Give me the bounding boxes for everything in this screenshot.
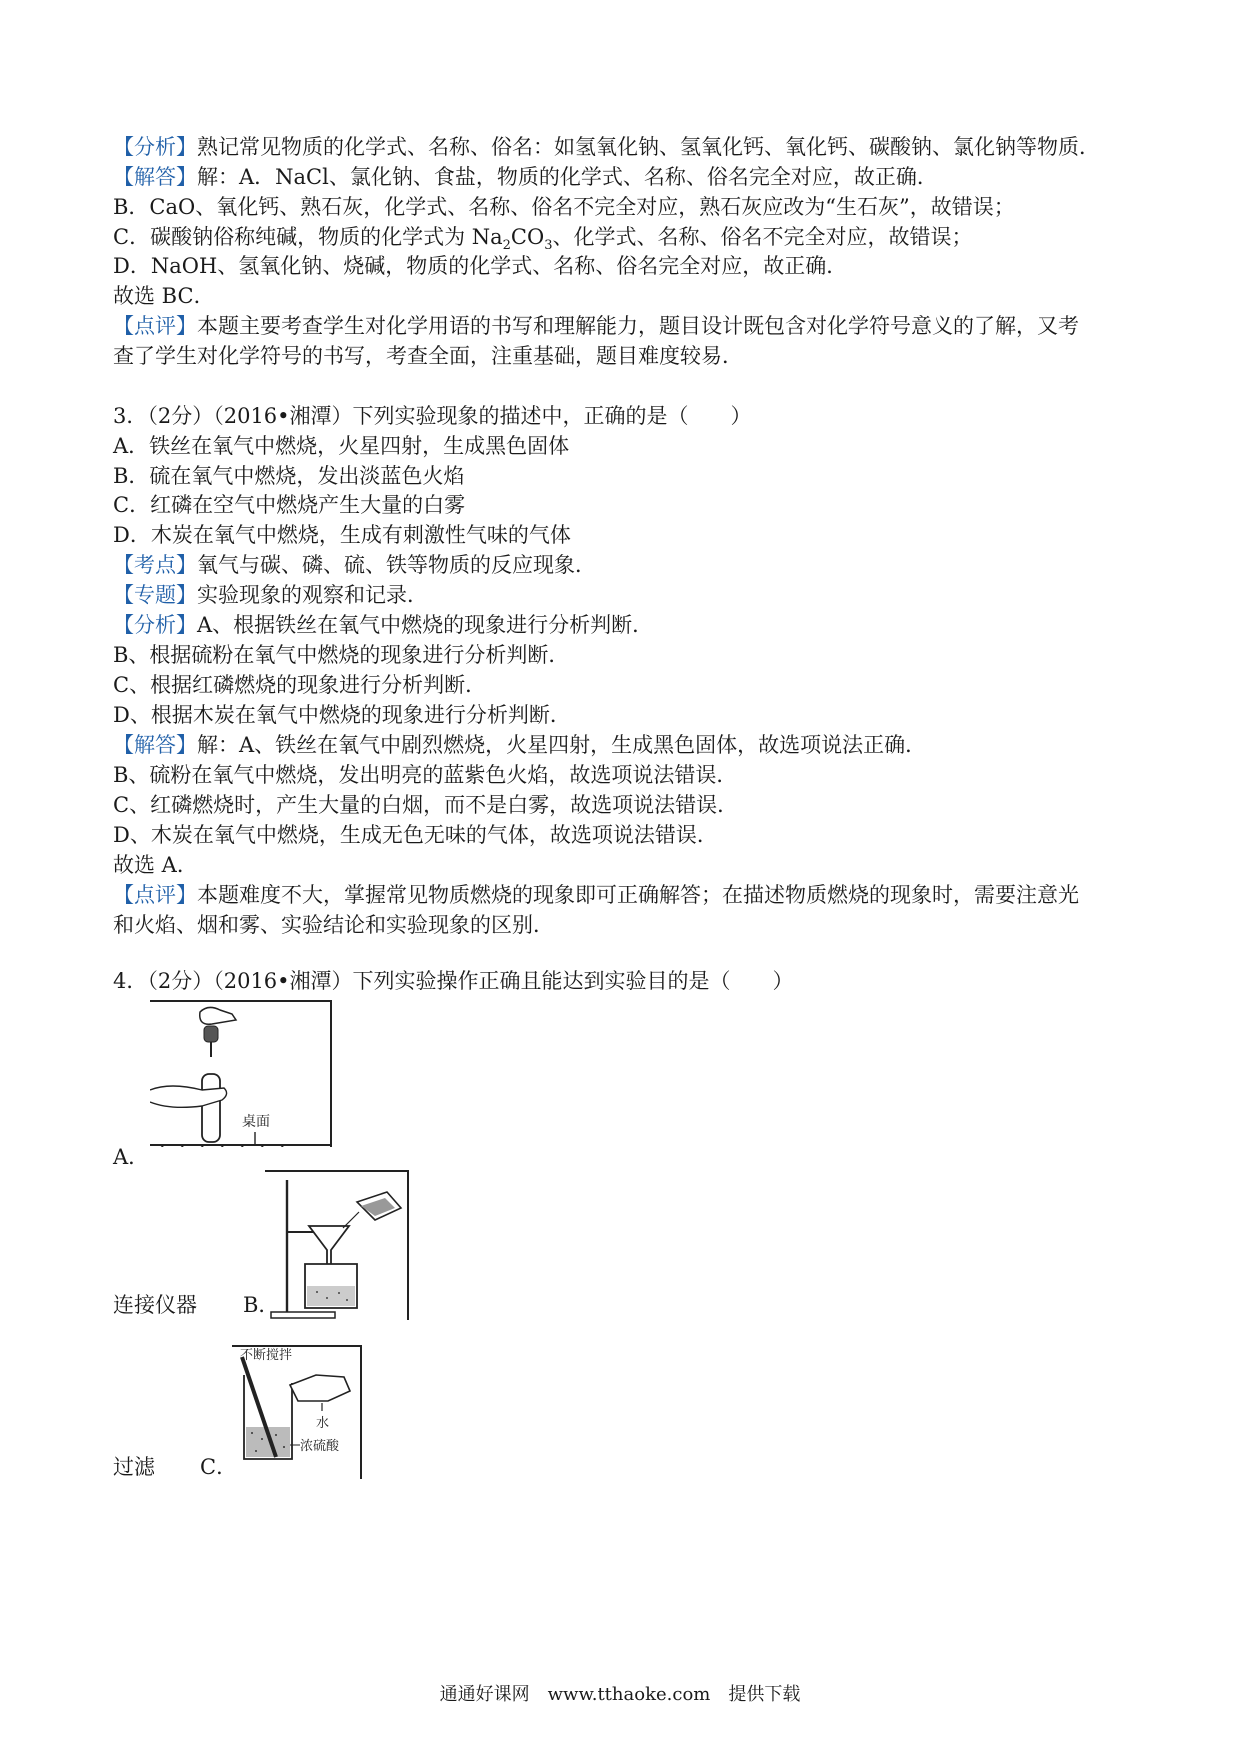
filtration-illustration: [265, 1172, 407, 1320]
answer-tag: 【解答】: [113, 165, 197, 189]
figure-c-label-water: 水: [316, 1416, 330, 1431]
figure-b-caption: B．: [243, 1293, 280, 1317]
topic-tag: 【专题】: [113, 583, 197, 607]
q2-line-b: B．CaO、氧化钙、熟石灰，化学式、名称、俗名不完全对应，熟石灰应改为“生石灰”，故错误；: [113, 195, 1015, 219]
figure-c-caption: C．: [200, 1455, 238, 1479]
q3-option-d: D．木炭在氧气中燃烧，生成有刺激性气味的气体: [113, 523, 571, 547]
q3-analysis-b: B、根据硫粉在氧气中燃烧的现象进行分析判断．: [113, 643, 570, 667]
q3-analysis-line: 【分析】A、根据铁丝在氧气中燃烧的现象进行分析判断．: [113, 613, 654, 637]
q3-option-c: C．红磷在空气中燃烧产生大量的白雾: [113, 493, 466, 517]
figure-a-label: 桌面: [242, 1114, 270, 1130]
figure-c-dilution: [232, 1345, 362, 1479]
analysis-tag: 【分析】: [113, 613, 197, 637]
figure-b-prefix: 连接仪器: [113, 1293, 197, 1317]
dilution-illustration: [232, 1347, 360, 1479]
q3-option-b: B．硫在氧气中燃烧，发出淡蓝色火焰: [113, 464, 465, 488]
dropper-illustration: [150, 1002, 330, 1147]
q3-answer-line: 【解答】解：A、铁丝在氧气中剧烈燃烧，火星四射，生成黑色固体，故选项说法正确．: [113, 733, 927, 757]
q2-comment-line-1: 【点评】本题主要考查学生对化学用语的书写和理解能力，题目设计既包含对化学符号意义的了解，又考: [113, 314, 1079, 338]
q3-analysis-c: C、根据红磷燃烧的现象进行分析判断．: [113, 673, 487, 697]
answer-tag: 【解答】: [113, 733, 197, 757]
q2-answer-line: [113, 162, 938, 192]
q2-analysis-line: [113, 132, 1100, 162]
figure-c-label-acid: 浓硫酸: [300, 1439, 340, 1454]
q2-comment-line-2: 查了学生对化学符号的书写，考查全面，注重基础，题目难度较易．: [113, 344, 743, 368]
q3-analysis-d: D、根据木炭在氧气中燃烧的现象进行分析判断．: [113, 703, 571, 727]
q4-stem: 4．（2分）（2016•湘潭）下列实验操作正确且能达到实验目的是（ ）: [113, 969, 794, 993]
figure-a-caption: A．: [113, 1145, 150, 1169]
figure-c-label-stir: 不断搅拌: [240, 1348, 293, 1363]
comment-tag: 【点评】: [113, 883, 197, 907]
analysis-tag: 【分析】: [113, 135, 197, 159]
point-tag: 【考点】: [113, 553, 197, 577]
page-footer: 通通好课网 www.tthaoke.com 提供下载: [439, 1684, 801, 1705]
figure-b-filtration: [265, 1170, 409, 1320]
q3-option-a: A．铁丝在氧气中燃烧，火星四射，生成黑色固体: [113, 434, 570, 458]
q3-topic-line: 【专题】实验现象的观察和记录．: [113, 583, 428, 607]
q3-answer-c: C、红磷燃烧时，产生大量的白烟，而不是白雾，故选项说法错误．: [113, 793, 739, 817]
q3-comment-line-1: 【点评】本题难度不大，掌握常见物质燃烧的现象即可正确解答；在描述物质燃烧的现象时，需要注意光: [113, 883, 1079, 907]
q3-stem: 3．（2分）（2016•湘潭）下列实验现象的描述中，正确的是（ ）: [113, 404, 752, 428]
answer-text: 解：A．NaCl、氯化钠、食盐，物质的化学式、名称、俗名完全对应，故正确．: [197, 165, 938, 189]
q3-comment-line-2: 和火焰、烟和雾、实验结论和实验现象的区别．: [113, 913, 554, 937]
q2-choice: 故选 BC．: [113, 284, 215, 308]
q3-answer-b: B、硫粉在氧气中燃烧，发出明亮的蓝紫色火焰，故选项说法错误．: [113, 763, 738, 787]
q3-choice: 故选 A．: [113, 853, 198, 877]
q3-answer-d: D、木炭在氧气中燃烧，生成无色无味的气体，故选项说法错误．: [113, 823, 718, 847]
figure-a-dropper: [150, 1000, 332, 1147]
q3-point-line: 【考点】氧气与碳、磷、硫、铁等物质的反应现象．: [113, 553, 596, 577]
q2-line-d: D．NaOH、氢氧化钠、烧碱，物质的化学式、名称、俗名完全对应，故正确．: [113, 254, 848, 278]
analysis-text: 熟记常见物质的化学式、名称、俗名：如氢氧化钠、氢氧化钙、氧化钙、碳酸钠、氯化钠等物质．: [197, 135, 1100, 159]
q2-line-c: C．碳酸钠俗称纯碱，物质的化学式为 $Na_2CO_3$、化学式、名称、俗名不完全对应，故错误；: [113, 225, 973, 254]
comment-tag: 【点评】: [113, 314, 197, 338]
figure-c-prefix: 过滤: [113, 1455, 155, 1479]
